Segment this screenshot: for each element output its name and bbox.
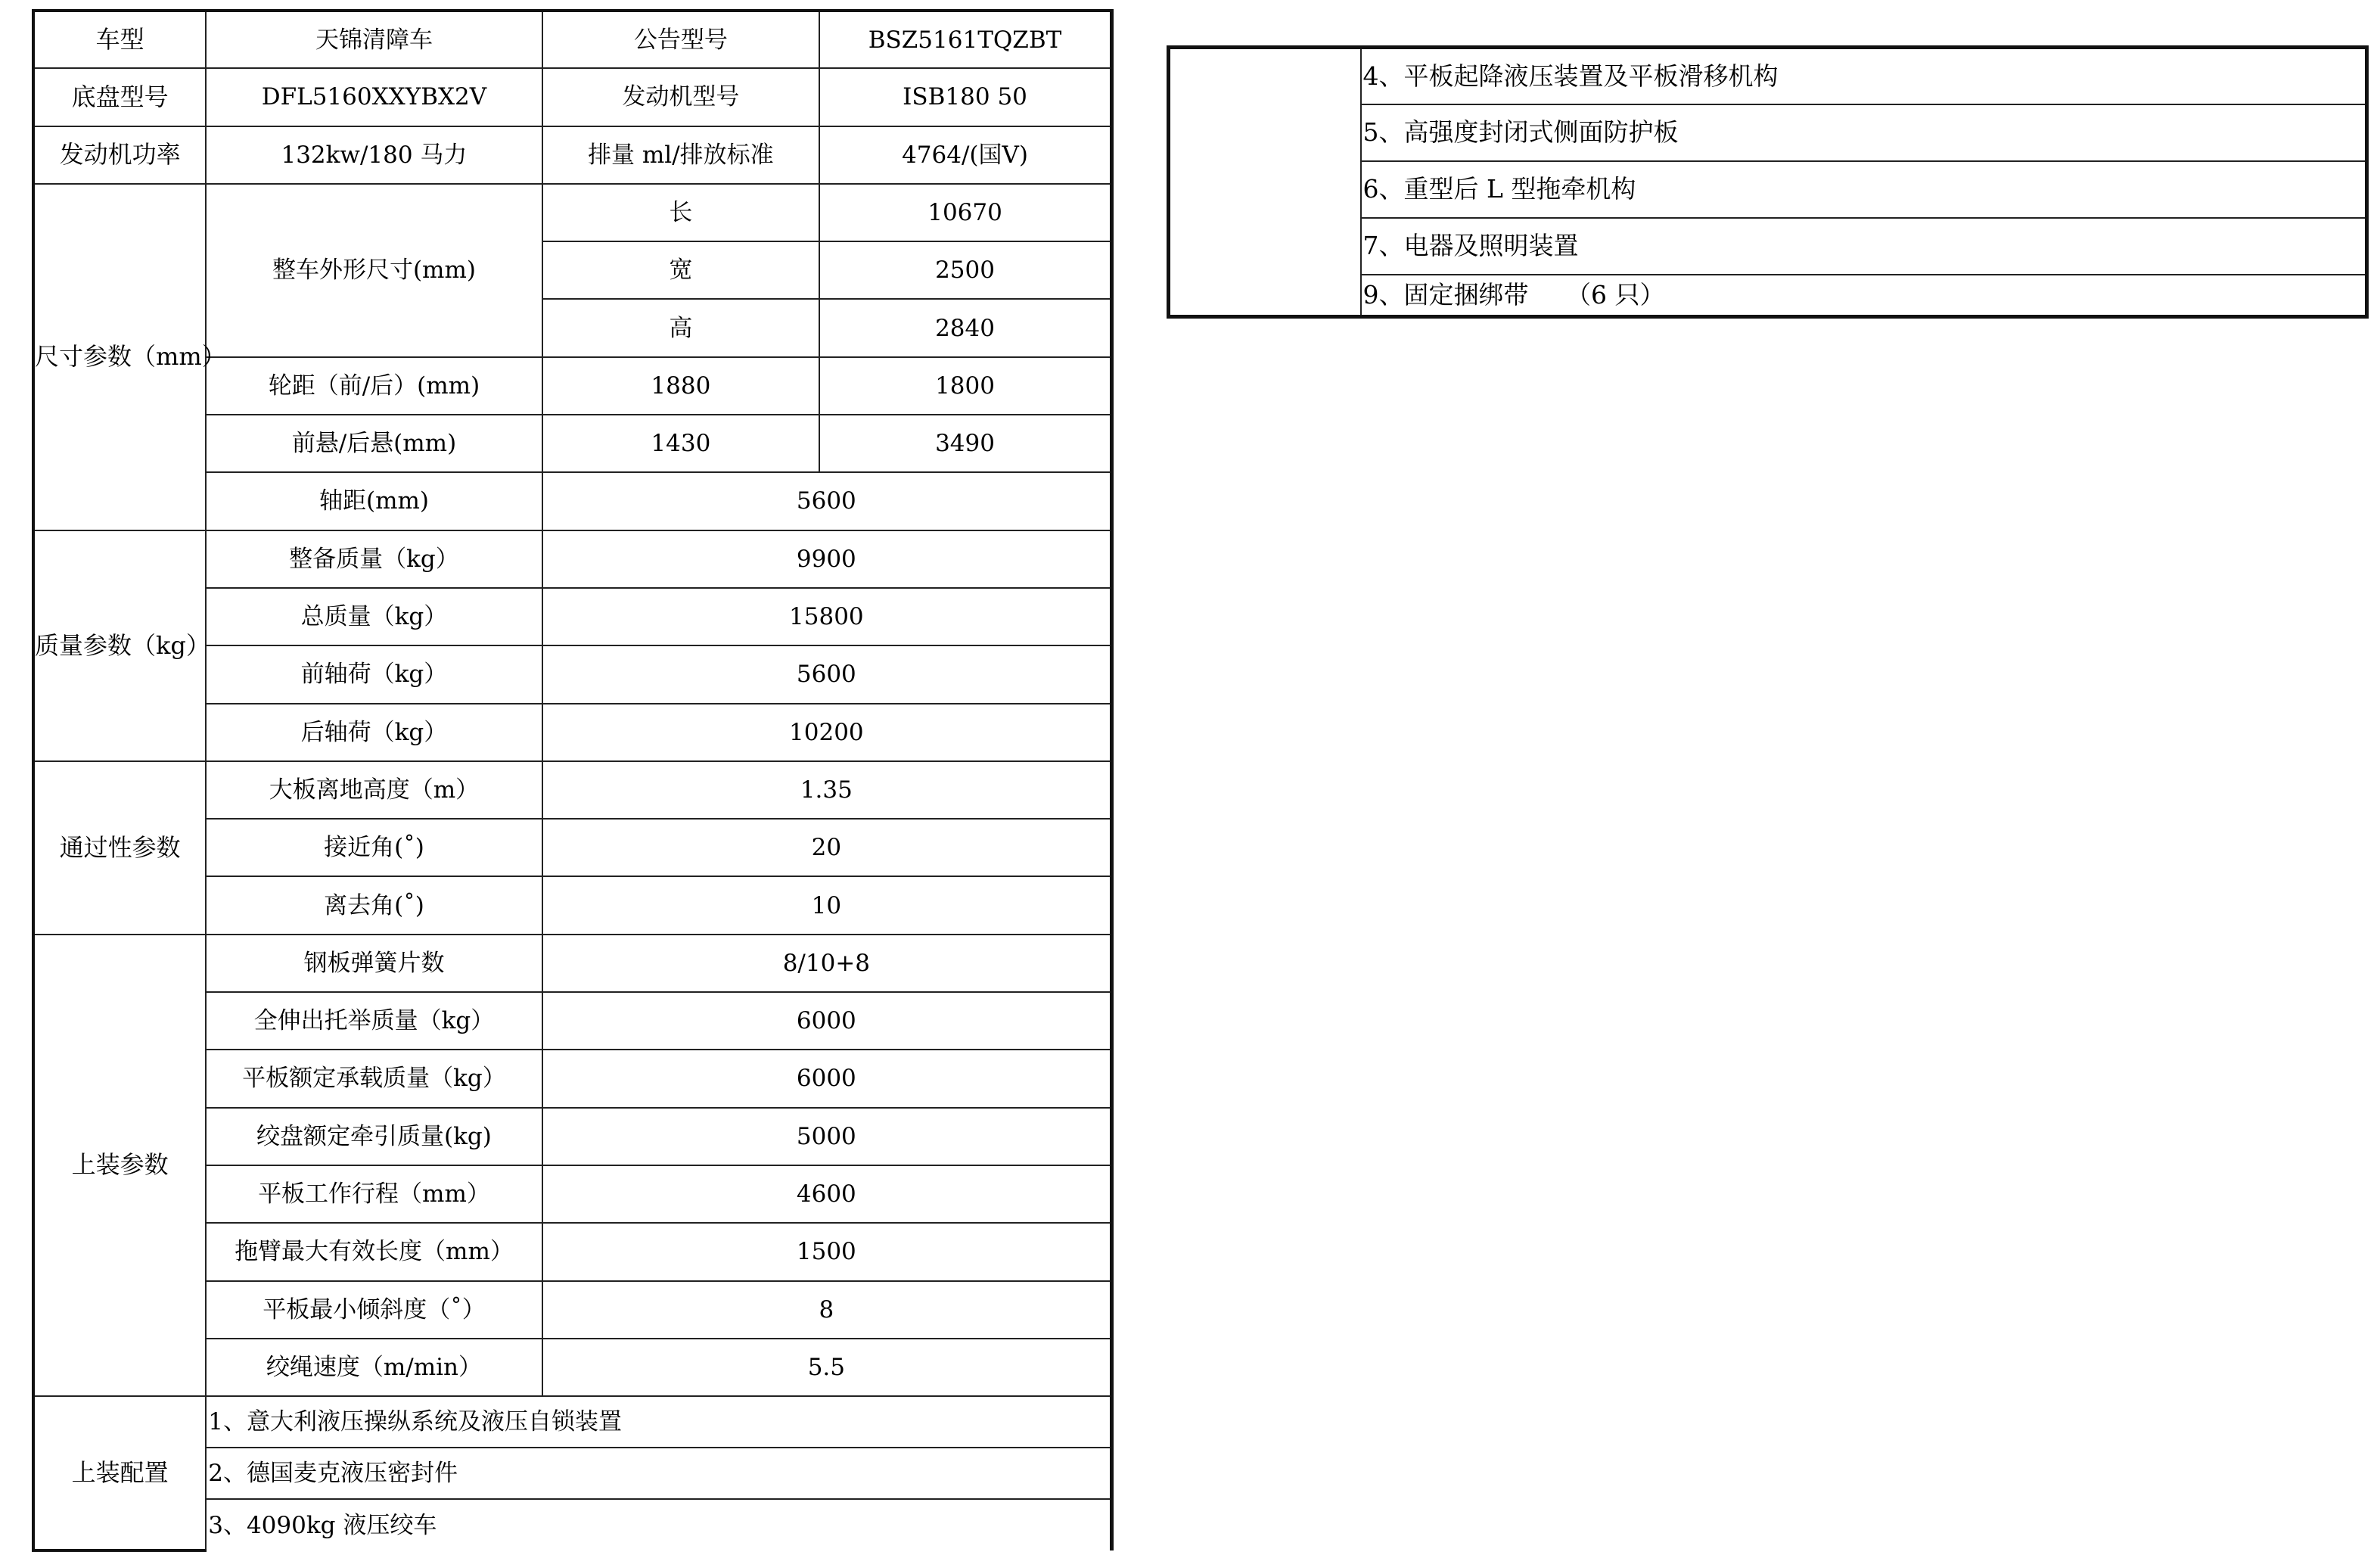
table-row	[33, 761, 1112, 819]
table-row	[33, 68, 1112, 126]
engine-value: ISB180 50	[819, 68, 1111, 126]
vehicle-type-value: 天锦清障车	[206, 11, 542, 68]
spec-table	[32, 9, 1114, 1552]
wheelbase-value: 5600	[542, 472, 1112, 530]
total-mass-value: 15800	[542, 588, 1112, 645]
upper-param-value: 8	[542, 1281, 1112, 1339]
power-label: 发动机功率	[33, 126, 206, 184]
front-axle-label: 前轴荷（kg）	[206, 645, 542, 703]
overhang-label: 前悬/后悬(mm)	[206, 415, 542, 472]
config-item: 4、平板起降液压装置及平板滑移机构	[1361, 48, 2367, 104]
approach-angle-value: 20	[542, 819, 1112, 876]
wheelbase-label: 轴距(mm)	[206, 472, 542, 530]
approach-angle-label: 接近角(˚)	[206, 819, 542, 876]
height-value: 2840	[819, 299, 1111, 356]
departure-angle-label: 离去角(˚)	[206, 876, 542, 934]
config-item: 9、固定捆绑带 （6 只）	[1361, 275, 2367, 317]
upper-param-value: 1500	[542, 1223, 1112, 1280]
width-label: 宽	[542, 241, 819, 299]
upper-param-value: 6000	[542, 1050, 1112, 1107]
table-row	[1169, 48, 2367, 104]
engine-label: 发动机型号	[542, 68, 819, 126]
deck-height-label: 大板离地高度（m）	[206, 761, 542, 819]
chassis-label: 底盘型号	[33, 68, 206, 126]
upper-param-label: 平板工作行程（mm）	[206, 1165, 542, 1223]
track-label: 轮距（前/后）(mm)	[206, 357, 542, 415]
config-continuation-table	[1167, 45, 2369, 319]
upper-section-label: 上装参数	[33, 935, 206, 1396]
mass-section-label: 质量参数（kg）	[33, 530, 206, 761]
upper-param-value: 4600	[542, 1165, 1112, 1223]
config-item: 2、德国麦克液压密封件	[206, 1448, 1111, 1499]
overall-size-label: 整车外形尺寸(mm)	[206, 184, 542, 357]
power-value: 132kw/180 马力	[206, 126, 542, 184]
rear-axle-label: 后轴荷（kg）	[206, 704, 542, 761]
config-item: 6、重型后 L 型拖牵机构	[1361, 161, 2367, 218]
config-item: 7、电器及照明装置	[1361, 218, 2367, 275]
displacement-label: 排量 ml/排放标准	[542, 126, 819, 184]
upper-param-label: 平板最小倾斜度（˚）	[206, 1281, 542, 1339]
table-row	[33, 184, 1112, 241]
upper-param-value: 5.5	[542, 1339, 1112, 1396]
overhang-front-value: 1430	[542, 415, 819, 472]
displacement-value: 4764/(国Ⅴ)	[819, 126, 1111, 184]
config-item: 3、4090kg 液压绞车	[206, 1499, 1111, 1550]
config-section-label: 上装配置	[33, 1396, 206, 1550]
chassis-value: DFL5160XXYBX2V	[206, 68, 542, 126]
length-value: 10670	[819, 184, 1111, 241]
track-front-value: 1880	[542, 357, 819, 415]
config-item: 5、高强度封闭式侧面防护板	[1361, 104, 2367, 161]
rear-axle-value: 10200	[542, 704, 1112, 761]
vehicle-type-label: 车型	[33, 11, 206, 68]
table-row	[33, 935, 1112, 992]
upper-param-label: 绞盘额定牵引质量(kg)	[206, 1108, 542, 1165]
upper-param-value: 6000	[542, 992, 1112, 1050]
overhang-rear-value: 3490	[819, 415, 1111, 472]
track-rear-value: 1800	[819, 357, 1111, 415]
total-mass-label: 总质量（kg）	[206, 588, 542, 645]
config-blank-cell	[1169, 48, 1361, 317]
table-row	[33, 11, 1112, 68]
width-value: 2500	[819, 241, 1111, 299]
upper-param-label: 钢板弹簧片数	[206, 935, 542, 992]
upper-param-value: 5000	[542, 1108, 1112, 1165]
passability-section-label: 通过性参数	[33, 761, 206, 935]
deck-height-value: 1.35	[542, 761, 1112, 819]
front-axle-value: 5600	[542, 645, 1112, 703]
height-label: 高	[542, 299, 819, 356]
config-item: 1、意大利液压操纵系统及液压自锁装置	[206, 1396, 1111, 1448]
curb-mass-value: 9900	[542, 530, 1112, 588]
length-label: 长	[542, 184, 819, 241]
upper-param-label: 平板额定承载质量（kg）	[206, 1050, 542, 1107]
table-row	[33, 530, 1112, 588]
upper-param-value: 8/10+8	[542, 935, 1112, 992]
dimensions-section-label: 尺寸参数（mm）	[33, 184, 206, 530]
curb-mass-label: 整备质量（kg）	[206, 530, 542, 588]
table-row	[33, 126, 1112, 184]
table-row	[33, 1396, 1112, 1448]
announcement-label: 公告型号	[542, 11, 819, 68]
departure-angle-value: 10	[542, 876, 1112, 934]
announcement-value: BSZ5161TQZBT	[819, 11, 1111, 68]
upper-param-label: 拖臂最大有效长度（mm）	[206, 1223, 542, 1280]
upper-param-label: 全伸出托举质量（kg）	[206, 992, 542, 1050]
upper-param-label: 绞绳速度（m/min）	[206, 1339, 542, 1396]
